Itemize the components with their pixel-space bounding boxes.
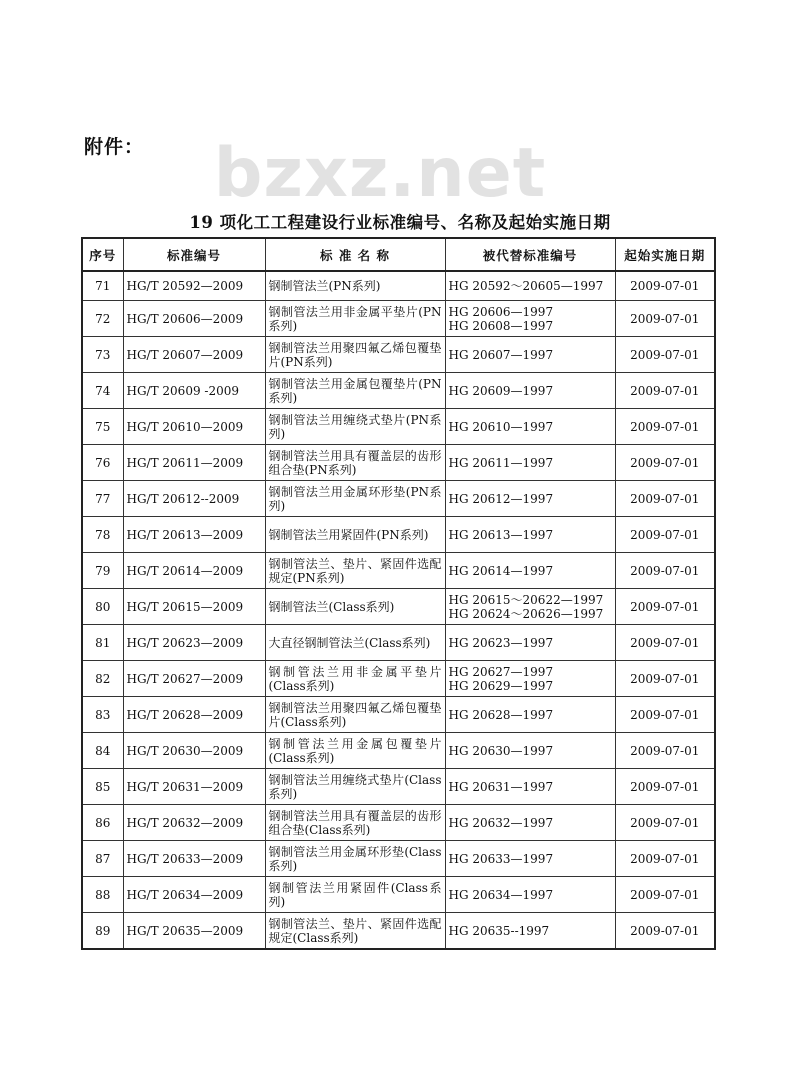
row-seq-cell: 88 (82, 877, 123, 913)
watermark-logo: bzxz.net (213, 134, 547, 213)
row-seq-cell: 89 (82, 913, 123, 950)
table-row (82, 589, 715, 625)
row-replaced-cell (445, 805, 615, 841)
row-seq-cell: 72 (82, 301, 123, 337)
row-date-cell: 2009-07-01 (615, 481, 715, 517)
table-row (82, 805, 715, 841)
row-replaced-cell (445, 553, 615, 589)
row-seq-cell: 81 (82, 625, 123, 661)
row-name-cell: 大直径钢制管法兰(Class系列) (265, 625, 445, 661)
row-name-cell: 钢制管法兰用具有覆盖层的齿形组合垫(PN系列) (265, 445, 445, 481)
row-code-cell: HG/T 20606—2009 (123, 301, 265, 337)
table-header (82, 238, 715, 271)
row-name-cell: 钢制管法兰用金属环形垫(PN系列) (265, 481, 445, 517)
row-date-cell: 2009-07-01 (615, 271, 715, 301)
row-seq-cell: 77 (82, 481, 123, 517)
row-code-cell: HG/T 20627—2009 (123, 661, 265, 697)
row-replaced-cell (445, 301, 615, 337)
row-date-cell: 2009-07-01 (615, 553, 715, 589)
replaced-standard: HG 20631—1997 (448, 779, 554, 794)
row-replaced-cell (445, 913, 615, 950)
row-date-cell: 2009-07-01 (615, 913, 715, 950)
row-date-cell: 2009-07-01 (615, 661, 715, 697)
row-replaced-cell (445, 373, 615, 409)
replaced-standard: HG 20629—1997 (448, 678, 554, 693)
replaced-standard: HG 20612—1997 (448, 491, 554, 506)
row-replaced-cell (445, 697, 615, 733)
row-name-cell: 钢制管法兰用聚四氟乙烯包覆垫片(PN系列) (265, 337, 445, 373)
table-body (82, 271, 715, 949)
row-name-cell: 钢制管法兰、垫片、紧固件选配规定(PN系列) (265, 553, 445, 589)
replaced-standard: HG 20624～20626—1997 (448, 606, 604, 621)
replaced-standard: HG 20609—1997 (448, 383, 554, 398)
row-date-cell: 2009-07-01 (615, 877, 715, 913)
row-replaced-cell (445, 733, 615, 769)
row-code-cell: HG/T 20635—2009 (123, 913, 265, 950)
row-date-cell: 2009-07-01 (615, 589, 715, 625)
table-row (82, 409, 715, 445)
row-seq-cell: 80 (82, 589, 123, 625)
replaced-standard: HG 20592～20605—1997 (448, 279, 604, 293)
table-row (82, 337, 715, 373)
row-code-cell: HG/T 20633—2009 (123, 841, 265, 877)
row-seq-cell: 82 (82, 661, 123, 697)
row-name-cell: 钢制管法兰用金属包覆垫片(PN系列) (265, 373, 445, 409)
row-date-cell: 2009-07-01 (615, 445, 715, 481)
row-code-cell: HG/T 20628—2009 (123, 697, 265, 733)
replaced-standard: HG 20634—1997 (448, 887, 554, 902)
table-row (82, 517, 715, 553)
replaced-standard: HG 20613—1997 (448, 527, 554, 542)
row-date-cell: 2009-07-01 (615, 517, 715, 553)
header-seq: 序号 (82, 238, 123, 271)
row-name-cell: 钢制管法兰用金属包覆垫片(Class系列) (265, 733, 445, 769)
replaced-standard: HG 20628—1997 (448, 707, 554, 722)
row-seq-cell: 85 (82, 769, 123, 805)
row-name-cell: 钢制管法兰、垫片、紧固件选配规定(Class系列) (265, 913, 445, 950)
replaced-standard: HG 20608—1997 (448, 318, 554, 333)
replaced-standard: HG 20632—1997 (448, 815, 554, 830)
row-seq-cell: 87 (82, 841, 123, 877)
replaced-standard: HG 20623—1997 (448, 635, 554, 650)
row-name-cell: 钢制管法兰(PN系列) (265, 271, 445, 301)
row-replaced-cell (445, 589, 615, 625)
row-code-cell: HG/T 20592—2009 (123, 271, 265, 301)
row-seq-cell: 79 (82, 553, 123, 589)
row-date-cell: 2009-07-01 (615, 625, 715, 661)
row-date-cell: 2009-07-01 (615, 841, 715, 877)
row-seq-cell: 75 (82, 409, 123, 445)
row-date-cell: 2009-07-01 (615, 337, 715, 373)
attachment-label: 附件： (84, 136, 145, 158)
row-name-cell: 钢制管法兰用聚四氟乙烯包覆垫片(Class系列) (265, 697, 445, 733)
table-row (82, 841, 715, 877)
row-code-cell: HG/T 20632—2009 (123, 805, 265, 841)
replaced-standard: HG 20615～20622—1997 (448, 592, 604, 607)
row-code-cell: HG/T 20609 -2009 (123, 373, 265, 409)
row-seq-cell: 76 (82, 445, 123, 481)
row-seq-cell: 71 (82, 271, 123, 301)
row-replaced-cell (445, 481, 615, 517)
header-date: 起始实施日期 (615, 238, 715, 271)
row-replaced-cell (445, 625, 615, 661)
row-replaced-cell (445, 445, 615, 481)
table-header-row (82, 238, 715, 271)
header-name: 标 准 名 称 (265, 238, 445, 271)
row-date-cell: 2009-07-01 (615, 805, 715, 841)
row-name-cell: 钢制管法兰用具有覆盖层的齿形组合垫(Class系列) (265, 805, 445, 841)
replaced-standard: HG 20607—1997 (448, 347, 554, 362)
row-name-cell: 钢制管法兰用缠绕式垫片(Class系列) (265, 769, 445, 805)
header-code: 标准编号 (123, 238, 265, 271)
table-row (82, 697, 715, 733)
row-seq-cell: 78 (82, 517, 123, 553)
row-replaced-cell (445, 409, 615, 445)
row-code-cell: HG/T 20631—2009 (123, 769, 265, 805)
table-row (82, 373, 715, 409)
row-date-cell: 2009-07-01 (615, 769, 715, 805)
row-code-cell: HG/T 20610—2009 (123, 409, 265, 445)
row-name-cell: 钢制管法兰用非金属平垫片(PN系列) (265, 301, 445, 337)
row-date-cell: 2009-07-01 (615, 373, 715, 409)
replaced-standard: HG 20633—1997 (448, 851, 554, 866)
row-name-cell: 钢制管法兰用紧固件(PN系列) (265, 517, 445, 553)
row-code-cell: HG/T 20614—2009 (123, 553, 265, 589)
table-row (82, 301, 715, 337)
row-date-cell: 2009-07-01 (615, 409, 715, 445)
page-title: 19 项化工工程建设行业标准编号、名称及起始实施日期 (189, 213, 611, 232)
row-seq-cell: 86 (82, 805, 123, 841)
table-row (82, 271, 715, 301)
table-row (82, 625, 715, 661)
row-code-cell: HG/T 20613—2009 (123, 517, 265, 553)
row-code-cell: HG/T 20623—2009 (123, 625, 265, 661)
row-seq-cell: 83 (82, 697, 123, 733)
table-row (82, 877, 715, 913)
row-code-cell: HG/T 20630—2009 (123, 733, 265, 769)
row-replaced-cell (445, 841, 615, 877)
standards-table (81, 237, 716, 950)
table-row (82, 733, 715, 769)
row-replaced-cell (445, 877, 615, 913)
row-code-cell: HG/T 20611—2009 (123, 445, 265, 481)
row-seq-cell: 73 (82, 337, 123, 373)
row-date-cell: 2009-07-01 (615, 697, 715, 733)
replaced-standard: HG 20611—1997 (448, 455, 554, 470)
replaced-standard: HG 20610—1997 (448, 419, 554, 434)
replaced-standard: HG 20606—1997 (448, 304, 554, 319)
row-code-cell: HG/T 20615—2009 (123, 589, 265, 625)
table-row (82, 661, 715, 697)
row-name-cell: 钢制管法兰用紧固件(Class系列) (265, 877, 445, 913)
row-replaced-cell (445, 337, 615, 373)
row-code-cell: HG/T 20612--2009 (123, 481, 265, 517)
row-code-cell: HG/T 20634—2009 (123, 877, 265, 913)
table-row (82, 553, 715, 589)
row-seq-cell: 84 (82, 733, 123, 769)
row-name-cell: 钢制管法兰用非金属平垫片(Class系列) (265, 661, 445, 697)
replaced-standard: HG 20614—1997 (448, 563, 554, 578)
replaced-standard: HG 20627—1997 (448, 664, 554, 679)
row-name-cell: 钢制管法兰(Class系列) (265, 589, 445, 625)
table-row (82, 769, 715, 805)
row-name-cell: 钢制管法兰用金属环形垫(Class系列) (265, 841, 445, 877)
row-date-cell: 2009-07-01 (615, 301, 715, 337)
table-row (82, 481, 715, 517)
row-replaced-cell (445, 517, 615, 553)
row-replaced-cell (445, 271, 615, 301)
replaced-standard: HG 20635--1997 (448, 923, 550, 938)
row-replaced-cell (445, 661, 615, 697)
row-name-cell: 钢制管法兰用缠绕式垫片(PN系列) (265, 409, 445, 445)
replaced-standard: HG 20630—1997 (448, 743, 554, 758)
row-code-cell: HG/T 20607—2009 (123, 337, 265, 373)
row-date-cell: 2009-07-01 (615, 733, 715, 769)
table-row (82, 913, 715, 950)
row-replaced-cell (445, 769, 615, 805)
row-seq-cell: 74 (82, 373, 123, 409)
table-row (82, 445, 715, 481)
header-replaced: 被代替标准编号 (445, 238, 615, 271)
